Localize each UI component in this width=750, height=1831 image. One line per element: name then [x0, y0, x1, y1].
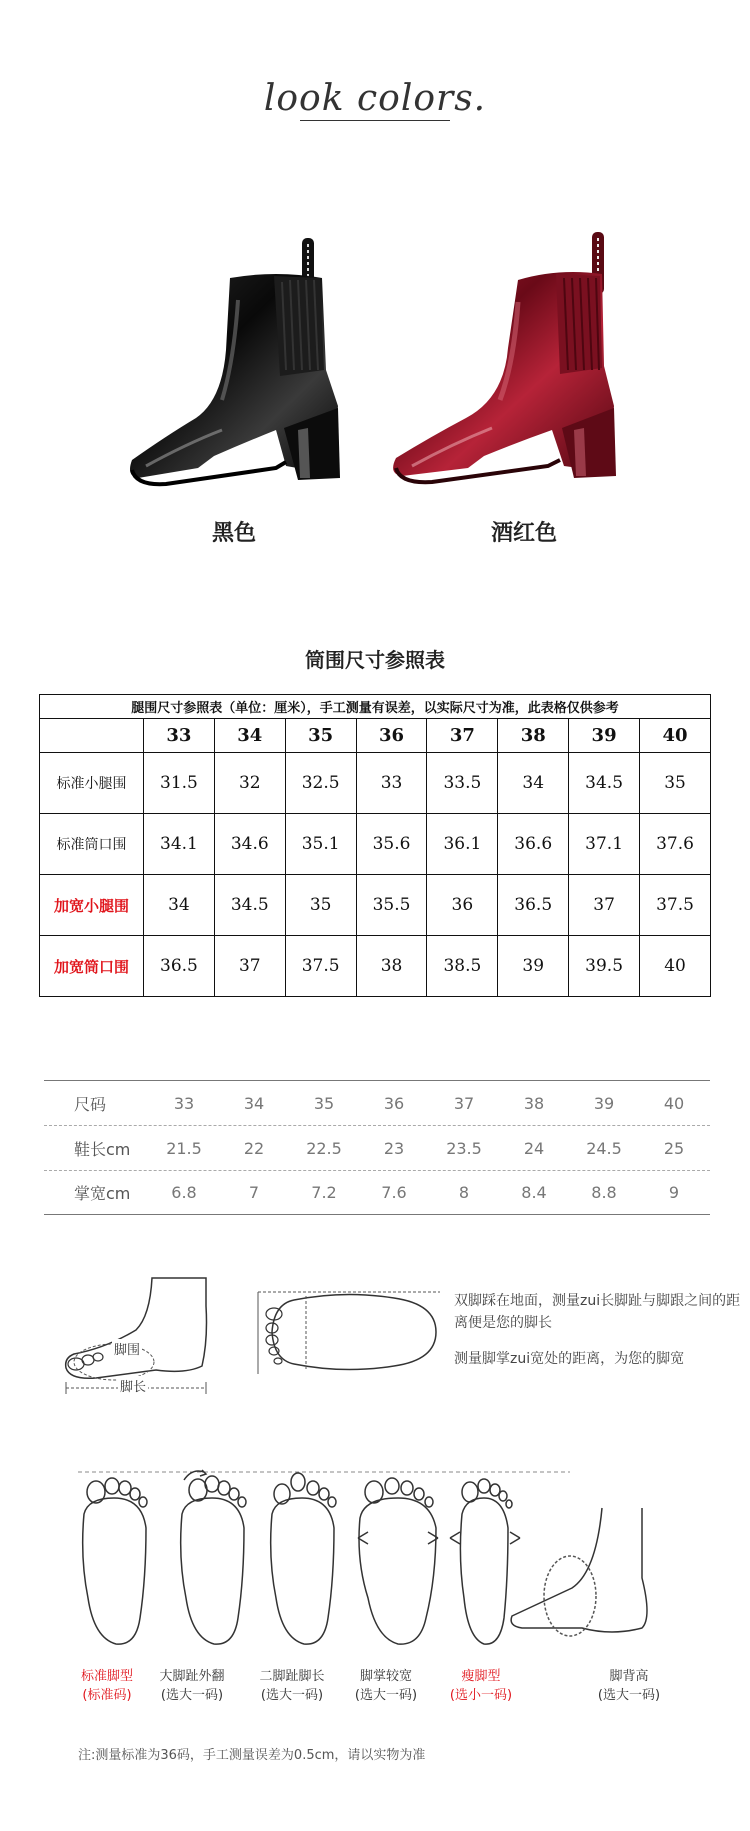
table-cell: 37.1	[569, 814, 640, 875]
size-chart-cell: 8.8	[591, 1183, 617, 1202]
size-header-cell: 35	[285, 719, 356, 753]
table-cell: 34	[144, 875, 215, 936]
table-cell: 38	[356, 936, 427, 997]
size-chart-cell: 36	[383, 1093, 405, 1113]
size-chart-row-label: 尺码	[74, 1094, 107, 1114]
size-chart-cell: 8	[458, 1183, 470, 1202]
title-underline	[300, 120, 450, 121]
size-header-cell: 38	[498, 719, 569, 753]
color-label-black: 黑色	[211, 521, 256, 546]
table-cell: 35.5	[356, 875, 427, 936]
table-cell: 32	[214, 753, 285, 814]
size-chart-cell: 9	[668, 1183, 680, 1202]
table-cell: 33.5	[427, 753, 498, 814]
table-row	[40, 875, 711, 936]
measure-width-text: 测量脚掌zui宽处的距离，为您的脚宽	[454, 1351, 685, 1367]
table-cell: 39.5	[569, 936, 640, 997]
size-chart-cell: 23	[383, 1138, 405, 1158]
table-cell: 37.5	[285, 936, 356, 997]
table-row	[40, 936, 711, 997]
table-cell: 36.5	[144, 936, 215, 997]
foot-top-measure-diagram	[254, 1288, 444, 1378]
table-row	[40, 753, 711, 814]
size-chart-row-label: 鞋长cm	[74, 1139, 131, 1159]
table-cell: 34.5	[214, 875, 285, 936]
circumference-table	[39, 694, 711, 997]
table-cell: 36.6	[498, 814, 569, 875]
size-chart-cell: 24	[523, 1138, 545, 1158]
foot-type-high-instep-label: 脚背高 (选大一码)	[597, 1669, 661, 1703]
table-cell: 36.1	[427, 814, 498, 875]
table-cell: 35.1	[285, 814, 356, 875]
color-label-wine-red: 酒红色	[490, 521, 557, 546]
table-corner-cell	[40, 719, 144, 753]
table-cell: 40	[640, 936, 711, 997]
size-header-cell: 34	[214, 719, 285, 753]
size-header-cell: 33	[144, 719, 215, 753]
foot-type-wide-label: 脚掌较宽 (选大一码)	[354, 1669, 418, 1703]
table-row	[40, 814, 711, 875]
foot-girth-label: 脚围	[112, 1339, 142, 1358]
table-cell: 39	[498, 936, 569, 997]
table-cell: 34.6	[214, 814, 285, 875]
size-chart-cell: 7	[248, 1183, 260, 1202]
table-cell: 37.6	[640, 814, 711, 875]
size-chart-cell: 6.8	[171, 1183, 197, 1202]
table-cell: 34	[498, 753, 569, 814]
foot-type-bunion-label: 大脚趾外翻 (选大一码)	[159, 1669, 225, 1703]
size-header-cell: 40	[640, 719, 711, 753]
size-chart-cell: 8.4	[521, 1183, 547, 1202]
size-chart	[44, 1080, 710, 1215]
size-chart-cell: 7.2	[311, 1183, 337, 1202]
size-chart-cell: 37	[453, 1093, 475, 1113]
size-chart-cell: 25	[663, 1138, 685, 1158]
table-cell: 36	[427, 875, 498, 936]
table-cell: 35	[640, 753, 711, 814]
size-chart-cell: 33	[173, 1093, 195, 1113]
wine-red-boot-image	[388, 222, 618, 490]
size-chart-cell: 38	[523, 1093, 545, 1113]
section-title: look colors.	[263, 78, 487, 119]
row-label: 标准筒口围	[40, 814, 144, 875]
size-header-cell: 36	[356, 719, 427, 753]
table-cell: 32.5	[285, 753, 356, 814]
table-cell: 35.6	[356, 814, 427, 875]
size-chart-row	[44, 1080, 710, 1125]
table-cell: 34.5	[569, 753, 640, 814]
table-size-row	[40, 719, 711, 753]
row-label: 标准小腿围	[40, 753, 144, 814]
size-chart-cell: 24.5	[586, 1138, 622, 1158]
table-caption: 腿围尺寸参照表（单位：厘米），手工测量有误差，以实际尺寸为准，此表格仅供参考	[40, 695, 711, 719]
circumference-table-title: 筒围尺寸参照表	[305, 648, 445, 672]
foot-type-long-second-toe-label: 二脚趾脚长 (选大一码)	[259, 1669, 325, 1703]
table-cell: 34.1	[144, 814, 215, 875]
size-header-cell: 37	[427, 719, 498, 753]
table-cell: 31.5	[144, 753, 215, 814]
table-cell: 37	[214, 936, 285, 997]
row-label-highlight: 加宽筒口围	[40, 936, 144, 997]
black-boot-image	[126, 230, 346, 490]
table-cell: 35	[285, 875, 356, 936]
footnote: 注:测量标准为36码，手工测量误差为0.5cm，请以实物为准	[78, 1748, 426, 1763]
size-chart-cell: 7.6	[381, 1183, 407, 1202]
size-chart-cell: 40	[663, 1093, 685, 1113]
foot-type-standard-label: 标准脚型 (标准码)	[80, 1669, 133, 1703]
size-chart-cell: 22	[243, 1138, 265, 1158]
foot-type-thin-label: 瘦脚型 (选小一码)	[449, 1669, 513, 1703]
size-header-cell: 39	[569, 719, 640, 753]
row-label-highlight: 加宽小腿围	[40, 875, 144, 936]
table-cell: 36.5	[498, 875, 569, 936]
size-chart-cell: 35	[313, 1093, 335, 1113]
size-chart-row	[44, 1170, 710, 1215]
table-cell: 38.5	[427, 936, 498, 997]
table-cell: 37	[569, 875, 640, 936]
size-chart-row	[44, 1125, 710, 1170]
size-chart-cell: 23.5	[446, 1138, 482, 1158]
size-chart-cell: 22.5	[306, 1138, 342, 1158]
foot-length-label: 脚长	[118, 1376, 148, 1395]
table-cell: 37.5	[640, 875, 711, 936]
measure-length-text: 双脚踩在地面，测量zui长脚趾与脚跟之间的距离便是您的脚长	[454, 1293, 741, 1331]
size-chart-cell: 34	[243, 1093, 265, 1113]
size-chart-cell: 39	[593, 1093, 615, 1113]
size-chart-row-label: 掌宽cm	[74, 1184, 131, 1203]
table-cell: 33	[356, 753, 427, 814]
size-chart-cell: 21.5	[166, 1138, 202, 1158]
foot-types-illustration	[70, 1468, 690, 1658]
